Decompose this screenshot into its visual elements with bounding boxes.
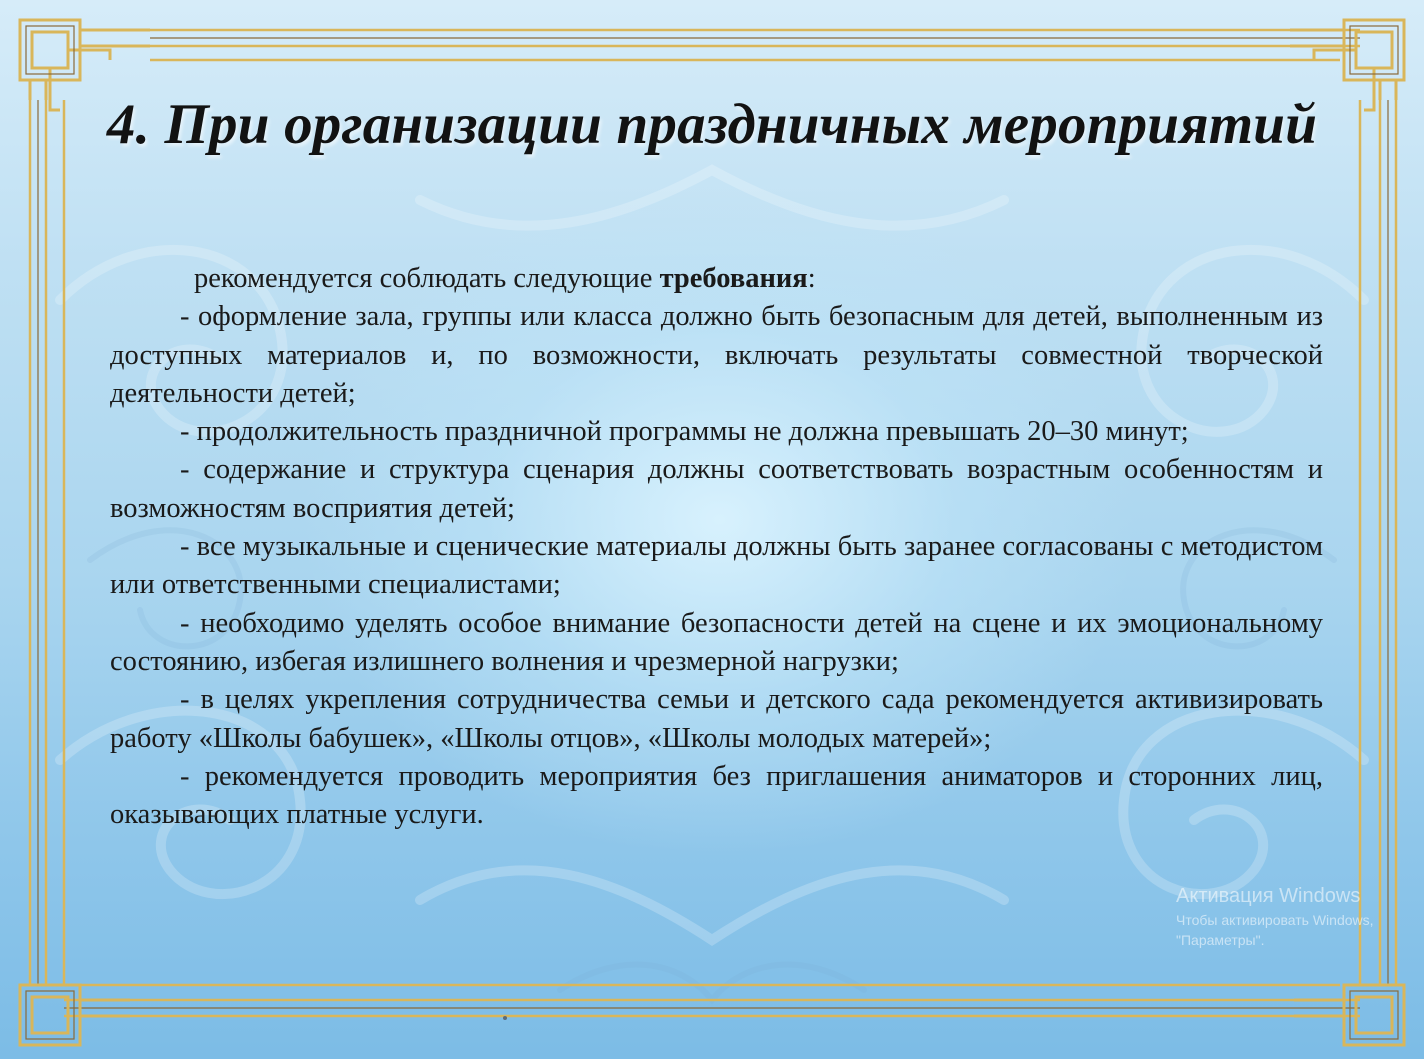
intro-paragraph <box>110 260 1323 298</box>
watermark-title: Активация Windows <box>1176 885 1361 907</box>
slide-body <box>110 260 1323 834</box>
intro-text: рекомендуется соблюдать следующие <box>194 263 660 294</box>
list-item: - содержание и структура сценария должны соответствовать возрастным особенностям и возможностям восприятия детей; <box>110 454 1323 524</box>
list-item: - рекомендуется проводить мероприятия без приглашения аниматоров и сторонних лиц, оказывающих платные услуги. <box>110 760 1323 831</box>
windows-activation-watermark <box>1176 882 1374 950</box>
list-item: - все музыкальные и сценические материалы должны быть заранее согласованы с методистом или ответственными специалистами; <box>110 531 1323 601</box>
list-item: - продолжительность праздничной программы не должна превышать 20–30 минут; <box>180 416 1189 448</box>
slide-title: 4. При организации праздничных мероприятий <box>106 93 1318 156</box>
list-item: - в целях укрепления сотрудничества семьи и детского сада рекомендуется активизировать работу «Школы бабушек», «Школы отцов», «Школы молодых матерей»; <box>110 684 1323 754</box>
list-item: - необходимо уделять особое внимание безопасности детей на сцене и их эмоциональному состоянию, избегая излишнего волнения и чрезмерной нагрузки; <box>110 607 1323 677</box>
intro-bold-word: требования <box>659 263 808 294</box>
decorative-dot <box>503 1016 507 1020</box>
watermark-line-1: Чтобы активировать Windows, <box>1176 912 1374 928</box>
watermark-line-2: "Параметры". <box>1176 932 1265 948</box>
list-item: - оформление зала, группы или класса должно быть безопасным для детей, выполненным из доступных материалов и, по возможности, включать результаты совместной творческой деятельности детей; <box>110 301 1323 409</box>
intro-colon: : <box>807 263 816 294</box>
